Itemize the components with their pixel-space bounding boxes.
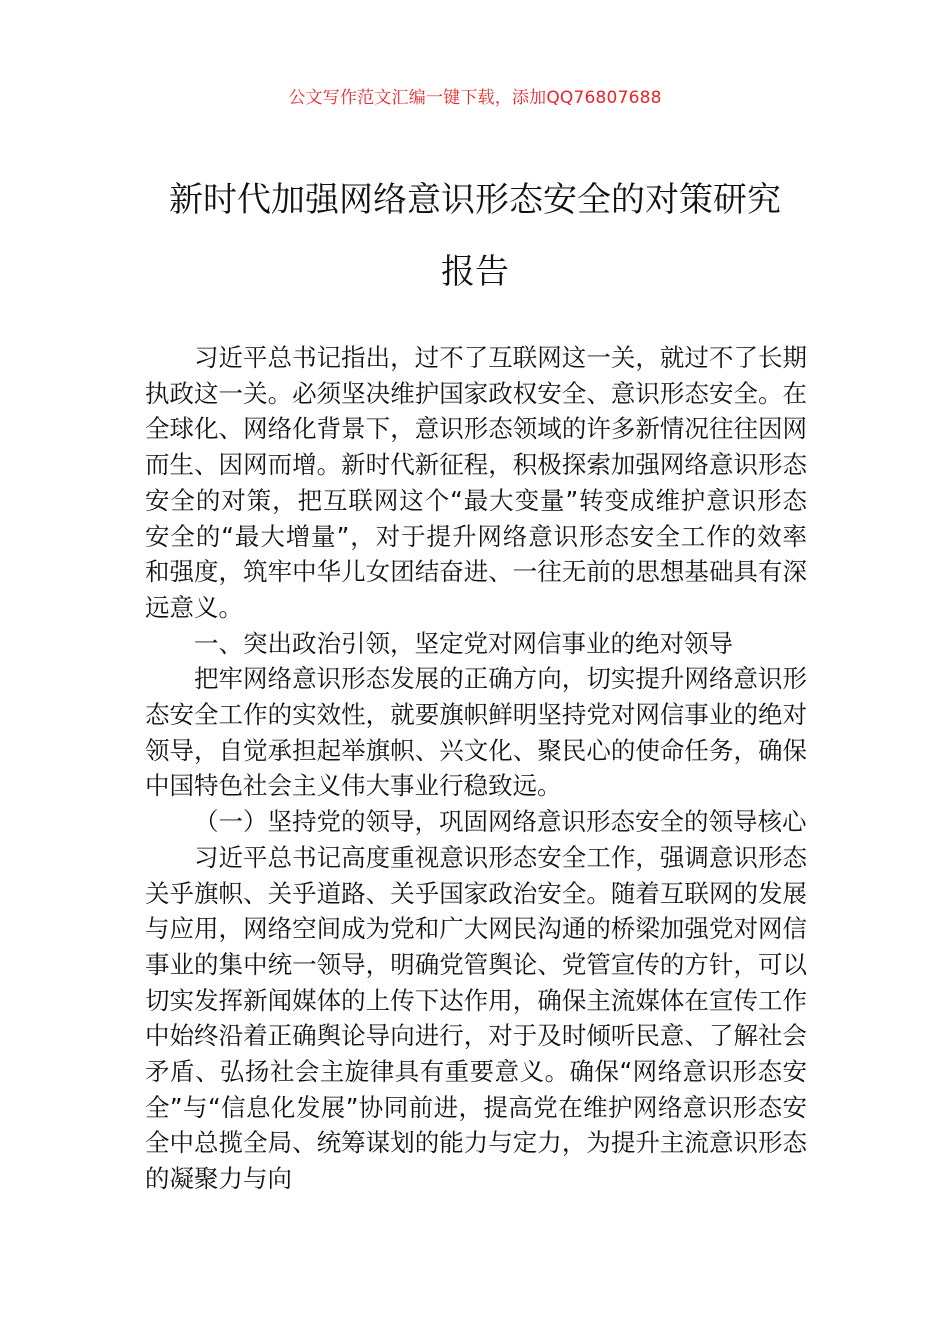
- subsection-1-paragraph: 习近平总书记高度重视意识形态安全工作，强调意识形态关乎旗帜、关乎道路、关乎国家政治安全。随着互联网的发展与应用，网络空间成为党和广大网民沟通的桥梁加强党对网信事业的集中统一领导，明确党管舆论、党管宣传的方针，可以切实发挥新闻媒体的上传下达作用，确保主流媒体在宣传工作中始终沿着正确舆论导向进行，对于及时倾听民意、了解社会矛盾、弘扬社会主旋律具有重要意义。确保“网络意识形态安全”与“信息化发展”协同前进，提高党在维护网络意识形态安全中总揽全局、统筹谋划的能力与定力，为提升主流意识形态的凝聚力与向: [145, 842, 807, 1194]
- download-banner: 公文写作范文汇编一键下载，添加QQ76807688: [288, 88, 662, 108]
- document-title-line-1: 新时代加强网络意识形态安全的对策研究: [169, 180, 781, 220]
- document-title-line-2: 报告: [441, 252, 509, 292]
- subsection-heading-1: （一）坚持党的领导，巩固网络意识形态安全的领导核心: [194, 807, 807, 837]
- intro-paragraph: 习近平总书记指出，过不了互联网这一关，就过不了长期执政这一关。必须坚决维护国家政权安全、意识形态安全。在全球化、网络化背景下，意识形态领域的许多新情况往往因网而生、因网而增。新时代新征程，积极探索加强网络意识形态安全的对策，把互联网这个“最大变量”转变成维护意识形态安全的“最大增量”，对于提升网络意识形态安全工作的效率和强度，筑牢中华儿女团结奋进、一往无前的思想基础具有深远意义。: [145, 343, 807, 622]
- section-heading-1: 一、突出政治引领，坚定党对网信事业的绝对领导: [194, 628, 733, 658]
- document-body: [145, 340, 807, 1197]
- section-1-paragraph: 把牢网络意识形态发展的正确方向，切实提升网络意识形态安全工作的实效性，就要旗帜鲜明坚持党对网信事业的绝对领导，自觉承担起举旗帜、兴文化、聚民心的使命任务，确保中国特色社会主义伟大事业行稳致远。: [145, 664, 807, 801]
